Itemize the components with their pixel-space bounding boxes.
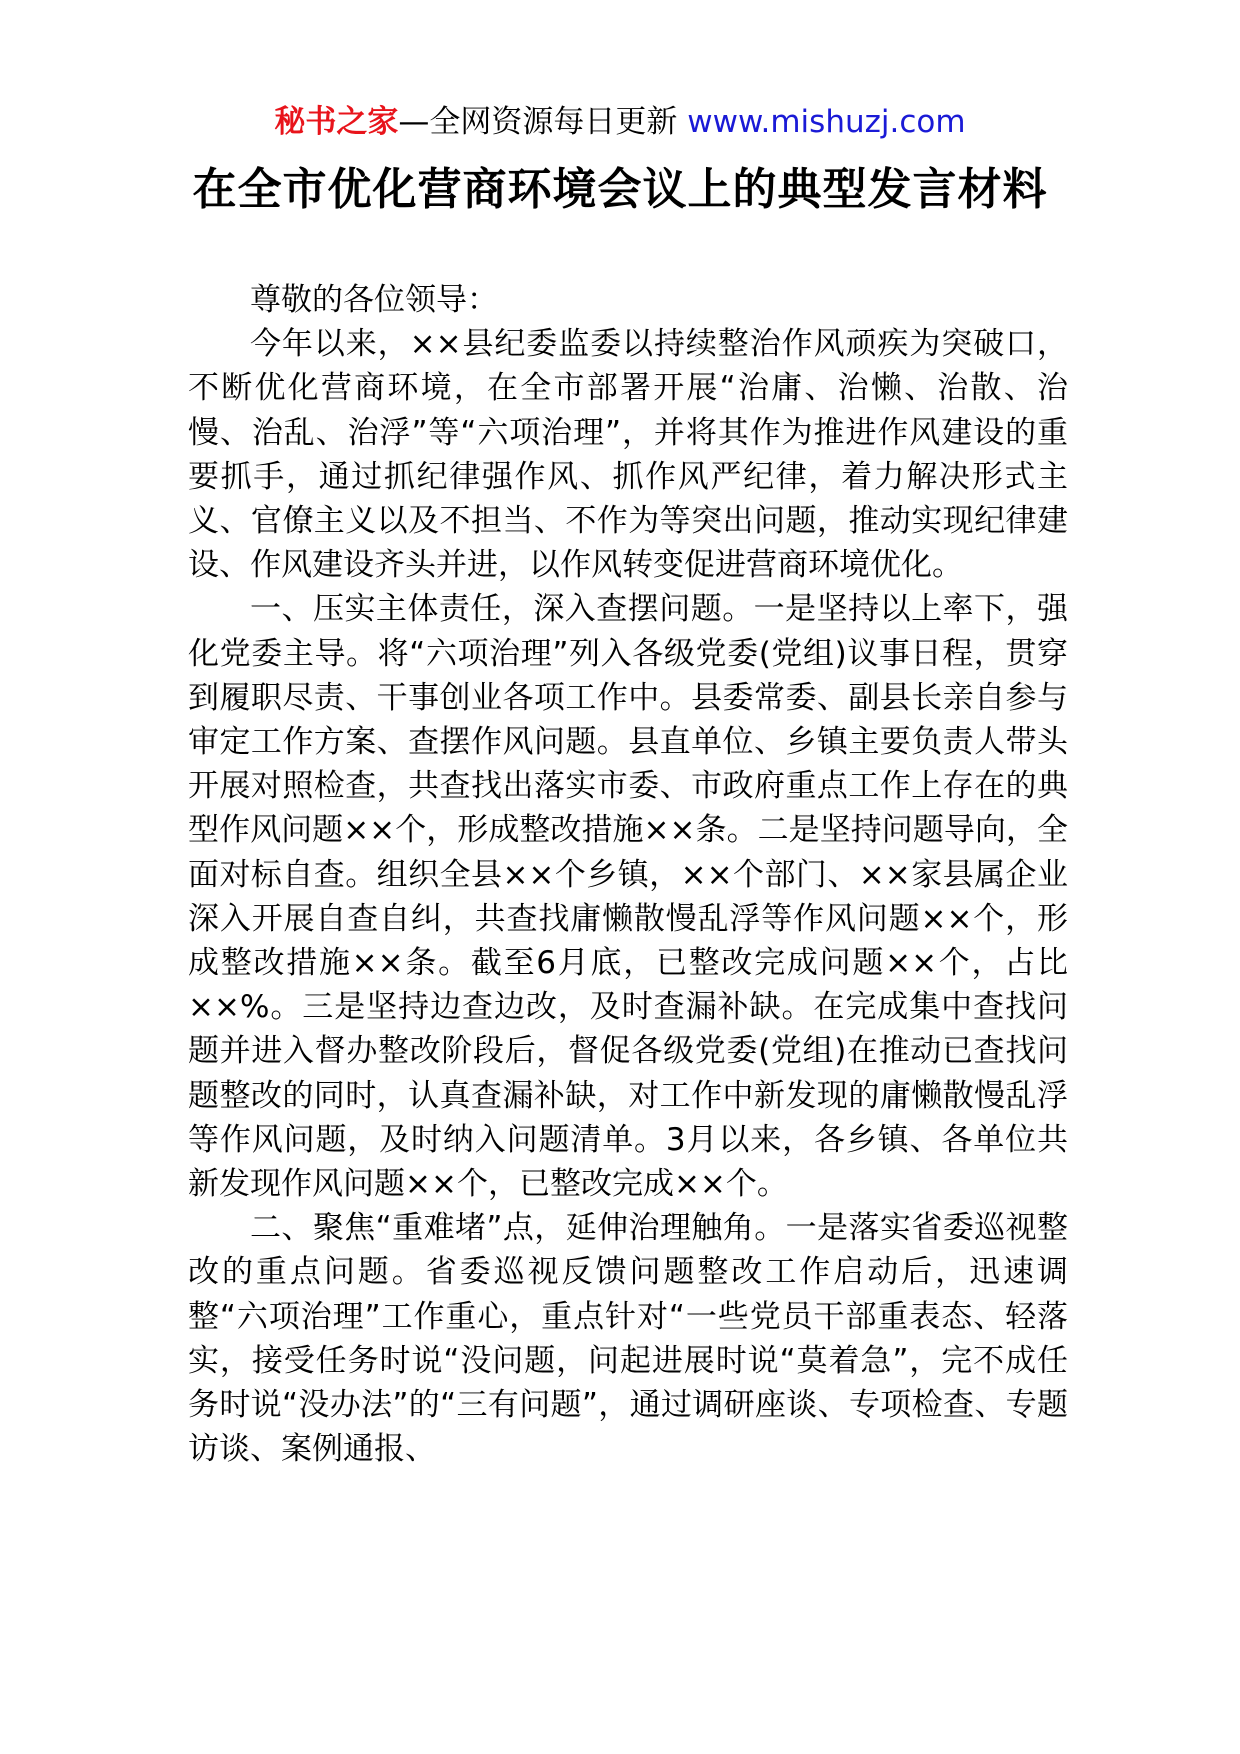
paragraph-intro: 今年以来，××县纪委监委以持续整治作风顽疾为突破口，不断优化营商环境，在全市部署开展“治庸、治懒、治散、治慢、治乱、治浮”等“六项治理”，并将其作为推进作风建设的重要抓手，通过抓纪律强作风、抓作风严纪律，着力解决形式主义、官僚主义以及不担当、不作为等突出问题，推动实现纪律建设、作风建设齐头并进，以作风转变促进营商环境优化。 <box>188 326 1068 584</box>
site-header <box>0 102 1240 142</box>
site-tagline: —全网资源每日更新 <box>398 104 688 140</box>
paragraph-section-two: 二、聚焦“重难堵”点，延伸治理触角。一是落实省委巡视整改的重点问题。省委巡视反馈问题整改工作启动后，迅速调整“六项治理”工作重心，重点针对“一些党员干部重表态、轻落实，接受任务时说“没问题，问起进展时说“莫着急”，完不成任务时说“没办法”的“三有问题”，通过调研座谈、专项检查、专题访谈、案例通报、 <box>188 1210 1068 1468</box>
site-url-link[interactable]: www.mishuzj.com <box>687 104 966 140</box>
salutation: 尊敬的各位领导： <box>250 282 498 318</box>
site-brand: 秘书之家 <box>274 104 399 140</box>
paragraph-section-one: 一、压实主体责任，深入查摆问题。一是坚持以上率下，强化党委主导。将“六项治理”列入各级党委(党组)议事日程，贯穿到履职尽责、干事创业各项工作中。县委常委、副县长亲自参与审定工作方案、查摆作风问题。县直单位、乡镇主要负责人带头开展对照检查，共查找出落实市委、市政府重点工作上存在的典型作风问题××个，形成整改措施××条。二是坚持问题导向，全面对标自查。组织全县××个乡镇，××个部门、××家县属企业深入开展自查自纠，共查找庸懒散慢乱浮等作风问题××个，形成整改措施××条。截至6月底，已整改完成问题××个，占比××%。三是坚持边查边改，及时查漏补缺。在完成集中查找问题并进入督办整改阶段后，督促各级党委(党组)在推动已查找问题整改的同时，认真查漏补缺，对工作中新发现的庸懒散慢乱浮等作风问题，及时纳入问题清单。3月以来，各乡镇、各单位共新发现作风问题××个，已整改完成××个。 <box>188 591 1068 1203</box>
document-title: 在全市优化营商环境会议上的典型发言材料 <box>192 164 1048 215</box>
document-body <box>188 278 1068 1471</box>
